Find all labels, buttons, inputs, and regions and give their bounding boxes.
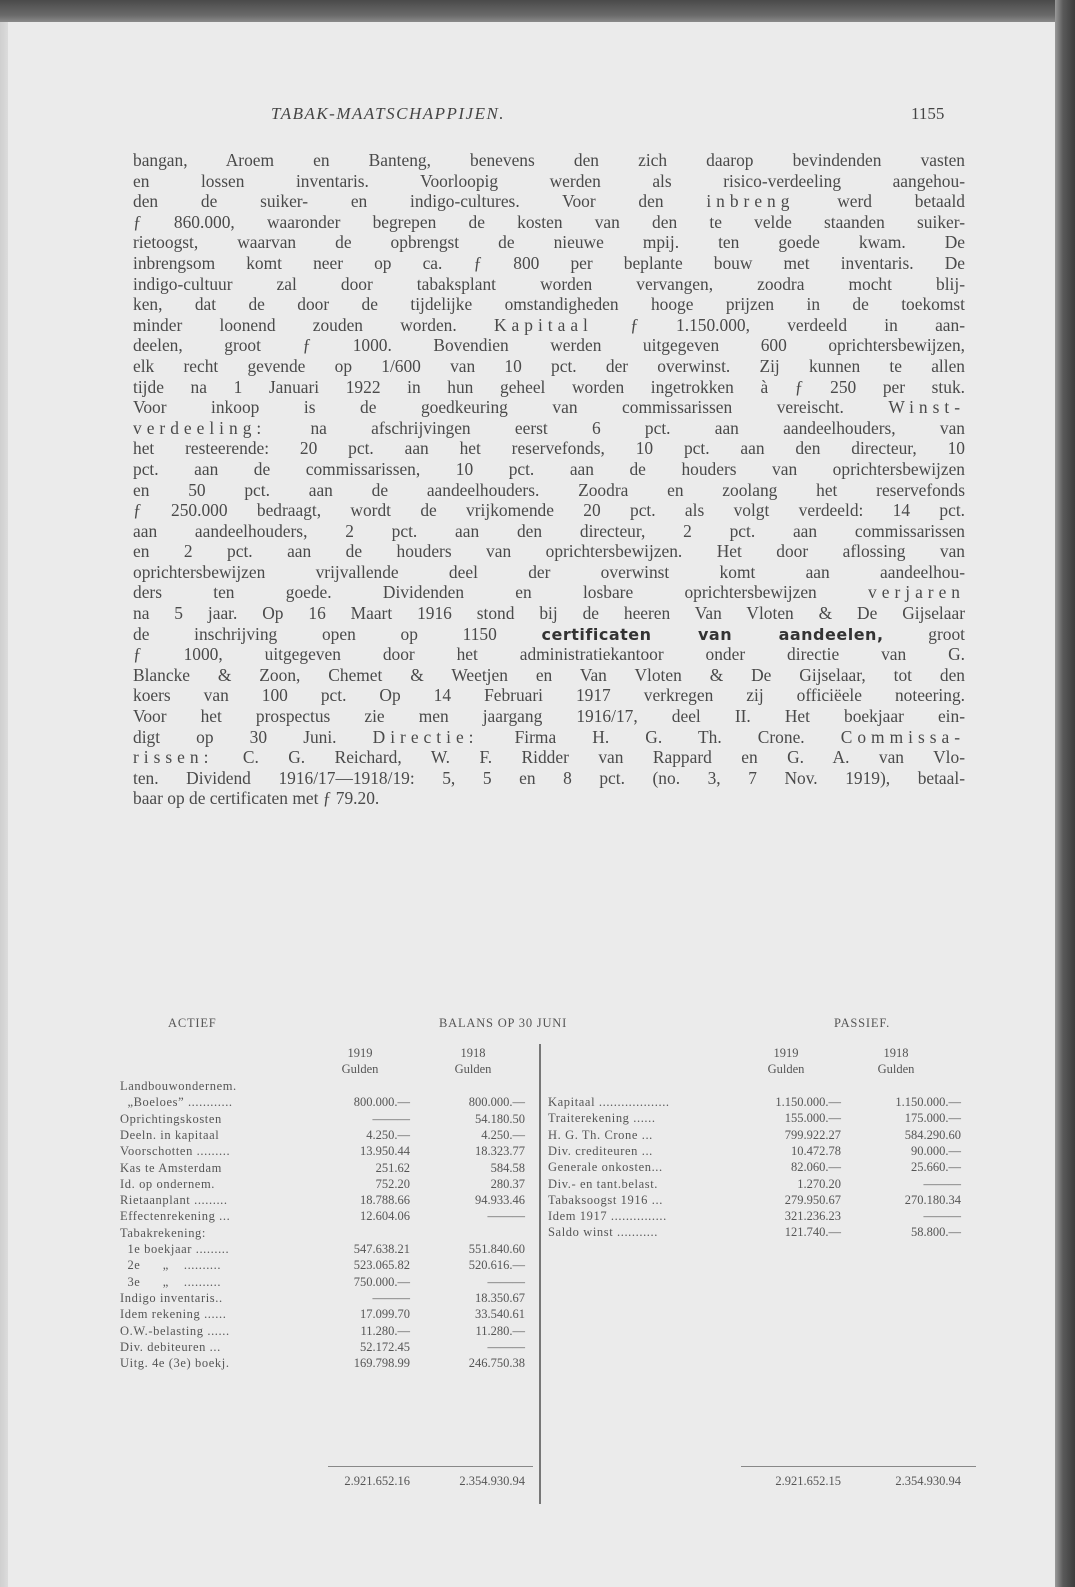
text-line [133, 232, 965, 253]
actief-heading: ACTIEF [168, 1016, 217, 1030]
row-label: Traiterekening ...... [548, 1111, 656, 1126]
text-run: ten. Dividend 1916/17—1918/19: 5, 5 en 8 pct. (no. 3, 7 Nov. 1919), betaal- [133, 767, 965, 788]
value-1918: 584.58 [490, 1160, 525, 1175]
balance-title: BALANS OP 30 JUNI [439, 1016, 568, 1030]
text-line [133, 685, 965, 706]
text-run: de inschrijving open op 1150 [133, 623, 542, 644]
row-label: 3e „ .......... [120, 1274, 222, 1289]
passief-total-row [548, 1474, 978, 1490]
row-label: Landbouwondernem. [120, 1079, 237, 1093]
passief-row [548, 1209, 978, 1225]
value-1918: 90.000.— [911, 1143, 961, 1158]
text-line [133, 335, 965, 356]
text-line [133, 768, 965, 789]
passief-total-1919: 2.921.652.15 [775, 1474, 841, 1488]
text-run: deelen, groot ƒ 1000. Bovendien werden uitgegeven 600 oprichtersbewijzen, [133, 335, 965, 356]
text-line [133, 438, 965, 459]
actief-col-1918 [428, 1045, 518, 1077]
document-page [8, 22, 1055, 1587]
row-label: Id. op ondernem. [120, 1176, 215, 1191]
actief-row [120, 1356, 550, 1372]
value-1918: 551.840.60 [468, 1242, 525, 1256]
value-1919: 12.604.06 [360, 1209, 410, 1224]
value-1918: 246.750.38 [468, 1356, 525, 1371]
value-1918: 11.280.— [475, 1323, 525, 1338]
row-label: Div. crediteuren ... [548, 1143, 653, 1158]
text-run: en 2 pct. aan de houders van oprichtersbewijzen. Het door aflossing van [133, 541, 965, 562]
text-run: ƒ 1000, uitgegeven door het administratiekantoor onder directie van G. [133, 644, 965, 665]
text-run: werd betaald [794, 191, 966, 212]
text-run: pct. aan de commissarissen, 10 pct. aan de houders van oprichtersbewijzen [133, 458, 965, 479]
text-run: indigo-cultuur zal door tabaksplant worden vervangen, zoodra mocht blij- [133, 273, 965, 294]
bold-emphasis: certificaten van aandeelen, [541, 624, 884, 644]
value-1919: 800.000.— [353, 1095, 410, 1110]
value-1919: 10.472.78 [791, 1143, 841, 1158]
passief-row [548, 1225, 978, 1241]
text-line [133, 603, 965, 624]
text-run: ƒ 860.000, waaronder begrepen de kosten van den te velde staanden suiker- [133, 211, 965, 232]
value-1918: 584.290.60 [904, 1127, 961, 1142]
row-label: Effectenrekening ... [120, 1209, 231, 1224]
text-line [133, 706, 965, 727]
value-1918: ——— [923, 1176, 961, 1191]
text-line [133, 253, 965, 274]
actief-row [120, 1112, 550, 1128]
value-1918: 54.180.50 [475, 1111, 525, 1126]
row-label: „Boeloes” ............ [120, 1095, 233, 1110]
value-1918: 25.660.— [911, 1160, 961, 1175]
actief-row [120, 1275, 550, 1291]
actief-row [120, 1095, 550, 1111]
text-run: aan aandeelhouders, 2 pct. aan den directeur, 2 pct. aan commissarissen [133, 520, 965, 541]
text-line [133, 212, 965, 233]
actief-row [120, 1307, 550, 1323]
passief-heading: PASSIEF. [834, 1016, 891, 1030]
text-run: digt op 30 Juni. [133, 726, 373, 747]
scanner-frame-right [1055, 0, 1075, 1587]
value-1919: 251.62 [375, 1160, 410, 1175]
row-label: Voorschotten ......... [120, 1144, 231, 1159]
value-1919: 547.638.21 [353, 1242, 410, 1256]
value-1919: 1.150.000.— [775, 1095, 841, 1109]
actief-row [120, 1291, 550, 1307]
passief-row [548, 1095, 978, 1111]
text-run: minder loonend zouden worden. [133, 314, 494, 335]
row-label: Indigo inventaris.. [120, 1290, 223, 1305]
text-line [133, 397, 965, 418]
text-line [133, 418, 965, 439]
row-label: 2e „ .......... [120, 1258, 222, 1273]
actief-row [120, 1340, 550, 1356]
value-1919: 82.060.— [791, 1160, 841, 1175]
passief-col-1918 [851, 1045, 941, 1077]
value-1919: 18.788.66 [360, 1193, 410, 1208]
text-line [133, 356, 965, 377]
year-label: 1919 [773, 1046, 799, 1060]
spaced-keyword: verjaren [868, 582, 965, 603]
actief-total-1919: 2.921.652.16 [344, 1474, 410, 1488]
passief-total-rule [741, 1466, 976, 1467]
passief-row [548, 1160, 978, 1176]
passief-total-1918: 2.354.930.94 [895, 1474, 961, 1488]
passief-row [548, 1111, 978, 1127]
value-1919: 321.236.23 [784, 1209, 841, 1224]
text-line [133, 562, 965, 583]
actief-row [120, 1324, 550, 1340]
actief-row [120, 1128, 550, 1144]
text-run: en lossen inventaris. Voorloopig werden als risico-verdeeling aangehou- [133, 170, 965, 191]
spaced-keyword: Winst- [888, 397, 965, 418]
row-label: Rietaanplant ......... [120, 1193, 228, 1208]
row-label: Deeln. in kapitaal [120, 1127, 220, 1142]
value-1918: ——— [487, 1339, 525, 1354]
text-line [133, 459, 965, 480]
value-1918: 520.616.— [468, 1258, 525, 1273]
value-1919: 1.270.20 [797, 1176, 841, 1191]
text-line [133, 665, 965, 686]
text-line [133, 521, 965, 542]
running-head [8, 104, 1055, 128]
text-run: rietoogst, waarvan de opbrengst de nieuwe mpij. ten goede kwam. De [133, 232, 965, 253]
text-line [133, 500, 965, 521]
value-1918: 18.323.77 [475, 1144, 525, 1159]
text-run: het resteerende: 20 pct. aan het reservefonds, 10 pct. aan den directeur, 10 [133, 438, 965, 459]
text-line [133, 274, 965, 295]
value-1919: 121.740.— [784, 1225, 841, 1240]
text-run: baar op de certificaten met ƒ 79.20. [133, 788, 380, 809]
text-run: ƒ 1.150.000, verdeeld in aan- [592, 314, 965, 335]
value-1918: 94.933.46 [475, 1193, 525, 1208]
text-run: na afschrijvingen eerst 6 pct. aan aandeelhouders, van [266, 417, 965, 438]
value-1918: 175.000.— [904, 1111, 961, 1126]
text-run: Voor inkoop is de goedkeuring van commissarissen vereischt. [133, 397, 889, 418]
value-1918: 280.37 [490, 1176, 525, 1191]
value-1919: 752.20 [375, 1176, 410, 1191]
text-line [133, 150, 965, 171]
value-1918: 18.350.67 [475, 1290, 525, 1305]
value-1918: 270.180.34 [904, 1192, 961, 1207]
text-run: ders ten goede. Dividenden en losbare oprichtersbewijzen [133, 582, 869, 603]
actief-col-1919 [315, 1045, 405, 1077]
running-title: TABAK-MAATSCHAPPIJEN. [271, 104, 506, 123]
scanner-frame-top [0, 0, 1075, 22]
text-line [133, 480, 965, 501]
year-label: 1918 [460, 1046, 486, 1060]
text-line [133, 624, 965, 645]
value-1919: 799.922.27 [784, 1127, 841, 1142]
text-line [133, 294, 965, 315]
unit-label: Gulden [767, 1062, 805, 1076]
actief-row [120, 1242, 550, 1258]
text-run: koers van 100 pct. Op 14 Februari 1917 verkregen zij officiëele noteering. [133, 685, 965, 706]
value-1918: ——— [487, 1274, 525, 1289]
text-line [133, 644, 965, 665]
value-1919: 750.000.— [353, 1274, 410, 1289]
spaced-keyword: Commissa- [840, 726, 965, 747]
text-run: en 50 pct. aan de aandeelhouders. Zoodra en zoolang het reservefonds [133, 479, 965, 500]
value-1918: ——— [923, 1209, 961, 1224]
passief-col-1919 [741, 1045, 831, 1077]
spaced-keyword: rissen: [133, 747, 214, 768]
spaced-keyword: verdeeling: [133, 417, 267, 438]
text-line [133, 191, 965, 212]
text-line [133, 582, 965, 603]
text-run: na 5 jaar. Op 16 Maart 1916 stond bij de heeren Van Vloten & De Gijselaar [133, 603, 965, 624]
text-line [133, 727, 965, 748]
text-run: tijde na 1 Januari 1922 in hun geheel worden ingetrokken à ƒ 250 per stuk. [133, 376, 965, 397]
body-paragraph [133, 150, 965, 809]
text-run: groot [883, 623, 965, 644]
text-line [133, 747, 965, 768]
text-line [133, 541, 965, 562]
row-label: Div. debiteuren ... [120, 1339, 221, 1354]
actief-row [120, 1209, 550, 1225]
value-1919: 169.798.99 [353, 1356, 410, 1371]
row-label: Tabakrekening: [120, 1225, 206, 1240]
actief-row [120, 1193, 550, 1209]
text-line [133, 377, 965, 398]
text-run: inbrengsom komt neer op ca. ƒ 800 per beplante bouw met inventaris. De [133, 252, 965, 273]
text-run: Voor het prospectus zie men jaargang 1916/17, deel II. Het boekjaar ein- [133, 706, 965, 727]
value-1918: 33.540.61 [475, 1307, 525, 1322]
value-1919: 17.099.70 [360, 1307, 410, 1322]
unit-label: Gulden [877, 1062, 915, 1076]
unit-label: Gulden [454, 1062, 492, 1076]
value-1919: ——— [372, 1290, 410, 1305]
text-line [133, 315, 965, 336]
text-run: bangan, Aroem en Banteng, benevens den zich daarop bevindenden vasten [133, 150, 965, 170]
spaced-keyword: inbreng [706, 191, 795, 212]
value-1919: 13.950.44 [360, 1144, 410, 1159]
page-number: 1155 [911, 104, 945, 123]
row-label: Idem rekening ...... [120, 1307, 227, 1322]
value-1918: 58.800.— [911, 1225, 961, 1240]
value-1918: 4.250.— [481, 1127, 525, 1142]
spaced-keyword: Directie: [372, 726, 479, 747]
text-run: Firma H. G. Th. Crone. [478, 726, 841, 747]
actief-total-row [120, 1474, 540, 1490]
row-label: Generale onkosten... [548, 1160, 663, 1175]
value-1919: 155.000.— [784, 1111, 841, 1126]
actief-row [120, 1161, 550, 1177]
row-label: H. G. Th. Crone ... [548, 1127, 653, 1142]
text-run: ken, dat de door de tijdelijke omstandigheden hooge prijzen in de toekomst [133, 294, 965, 315]
unit-label: Gulden [341, 1062, 379, 1076]
value-1919: 523.065.82 [353, 1258, 410, 1273]
text-run: elk recht gevende op 1/600 van 10 pct. der overwinst. Zij kunnen te allen [133, 355, 965, 376]
actief-total-rule [328, 1466, 533, 1467]
text-run: C. G. Reichard, W. F. Ridder van Rappard en G. A. van Vlo- [213, 747, 965, 768]
row-label: Uitg. 4e (3e) boekj. [120, 1356, 230, 1371]
text-run: Blancke & Zoon, Chemet & Weetjen en Van Vloten & De Gijselaar, tot den [133, 664, 965, 685]
row-label: 1e boekjaar ......... [120, 1242, 230, 1256]
text-run: den de suiker- en indigo-cultures. Voor den [133, 191, 707, 212]
row-label: Kapitaal ................... [548, 1095, 670, 1109]
value-1919: 4.250.— [366, 1127, 410, 1142]
actief-row [120, 1226, 550, 1242]
text-run: oprichtersbewijzen vrijvallende deel der overwinst komt aan aandeelhou- [133, 561, 965, 582]
value-1919: ——— [372, 1111, 410, 1126]
actief-row [120, 1144, 550, 1160]
actief-row [120, 1079, 550, 1095]
row-label: Oprichtingskosten [120, 1111, 222, 1126]
column-divider [539, 1044, 541, 1504]
text-line [133, 171, 965, 192]
year-label: 1918 [883, 1046, 909, 1060]
actief-row [120, 1177, 550, 1193]
passief-row [548, 1144, 978, 1160]
value-1918: 1.150.000.— [895, 1095, 961, 1109]
value-1918: 800.000.— [468, 1095, 525, 1110]
spaced-keyword: Kapitaal [493, 314, 593, 335]
row-label: Tabaksoogst 1916 ... [548, 1192, 663, 1207]
year-label: 1919 [347, 1046, 373, 1060]
row-label: Kas te Amsterdam [120, 1160, 222, 1175]
value-1919: 11.280.— [360, 1323, 410, 1338]
row-label: O.W.-belasting ...... [120, 1323, 230, 1338]
value-1919: 52.172.45 [360, 1339, 410, 1354]
passief-row [548, 1193, 978, 1209]
actief-row [120, 1258, 550, 1274]
row-label: Div.- en tant.belast. [548, 1176, 659, 1191]
row-label: Saldo winst ........... [548, 1225, 658, 1240]
text-run: ƒ 250.000 bedraagt, wordt de vrijkomende 20 pct. als volgt verdeeld: 14 pct. [133, 500, 965, 521]
value-1919: 279.950.67 [784, 1192, 841, 1207]
value-1918: ——— [487, 1209, 525, 1224]
passief-row [548, 1177, 978, 1193]
passief-row [548, 1128, 978, 1144]
row-label: Idem 1917 ............... [548, 1209, 667, 1224]
text-line [133, 788, 965, 809]
actief-total-1918: 2.354.930.94 [459, 1474, 525, 1488]
